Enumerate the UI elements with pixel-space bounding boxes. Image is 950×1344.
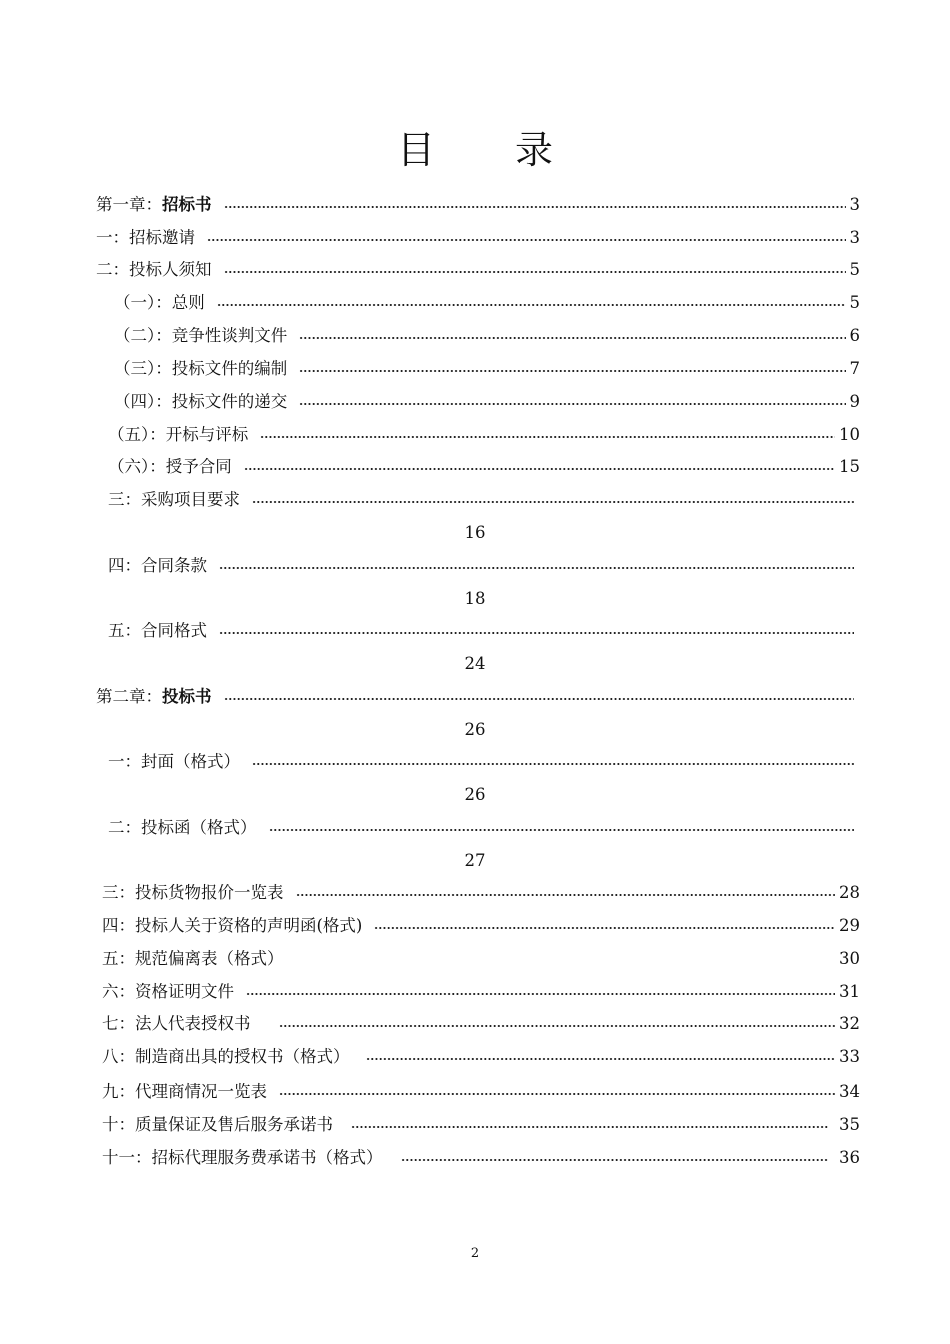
- dot-leader: [217, 303, 846, 307]
- toc-entry[interactable]: [96, 259, 860, 281]
- toc-entry-label: 三：投标货物报价一览表: [102, 883, 284, 902]
- dot-leader: [252, 762, 854, 766]
- toc-entry[interactable]: [108, 555, 854, 577]
- dot-leader: [296, 893, 836, 897]
- toc-entry-page: 3: [849, 228, 860, 247]
- toc-entry-page: 30: [839, 949, 860, 968]
- toc-entry[interactable]: [108, 424, 860, 446]
- toc-entry-page: 27: [464, 851, 486, 870]
- toc-entry-chapter-2[interactable]: [96, 686, 854, 708]
- dot-leader: [299, 402, 845, 406]
- toc-entry-page: 15: [839, 457, 860, 476]
- toc-entry-label: （二）：竞争性谈判文件: [114, 326, 288, 345]
- toc-entry-page: 5: [849, 293, 860, 312]
- toc-entry-page: 35: [839, 1115, 860, 1134]
- toc-entry[interactable]: [102, 1081, 860, 1103]
- toc-entry[interactable]: [108, 489, 854, 511]
- toc-entry[interactable]: [102, 915, 860, 937]
- dot-leader: [224, 270, 846, 274]
- toc-entry-page: 32: [839, 1014, 860, 1033]
- toc-entry-chapter-1[interactable]: [96, 194, 860, 216]
- toc-entry-page: 33: [839, 1047, 860, 1066]
- toc-entry-label: 一：招标邀请: [96, 228, 195, 247]
- toc-entry[interactable]: [108, 456, 860, 478]
- toc-entry[interactable]: [102, 882, 860, 904]
- toc-entry[interactable]: [114, 292, 860, 314]
- toc-entry[interactable]: [114, 391, 860, 413]
- toc-entry-page: 26: [464, 785, 486, 804]
- toc-entry-label: 二：投标人须知: [96, 260, 212, 279]
- footer-page-number: 2: [470, 1246, 480, 1261]
- toc-entry-label: 二：投标函（格式）: [108, 818, 257, 837]
- toc-entry-page: 16: [464, 523, 486, 542]
- toc-entry-label: （六）：授予合同: [108, 457, 232, 476]
- toc-entry[interactable]: [102, 981, 860, 1003]
- toc-entry-label: 四：合同条款: [108, 556, 207, 575]
- dot-leader: [224, 205, 846, 209]
- dot-leader: [219, 566, 854, 570]
- toc-entry-label: 四：投标人关于资格的声明函(格式): [102, 916, 363, 935]
- toc-entry-page: 24: [464, 654, 486, 673]
- dot-leader: [279, 1092, 835, 1096]
- dot-leader: [269, 828, 855, 832]
- toc-entry-page: 18: [464, 589, 486, 608]
- dot-leader: [260, 435, 835, 439]
- dot-leader: [279, 1024, 836, 1028]
- dot-leader: [366, 1057, 836, 1061]
- toc-entry[interactable]: [102, 1013, 860, 1035]
- page-title: 目 录: [396, 128, 588, 172]
- toc-entry-label: （一）：总则: [114, 293, 205, 312]
- toc-entry-label: 一：封面（格式）: [108, 752, 240, 771]
- toc-entry-label: 第二章：投标书: [96, 687, 212, 706]
- toc-entry[interactable]: [108, 751, 854, 773]
- toc-entry[interactable]: [102, 1147, 860, 1169]
- toc-entry-label: 五：规范偏离表（格式）: [102, 949, 284, 968]
- toc-entry-page: 34: [839, 1082, 860, 1101]
- toc-entry-label: 十一：招标代理服务费承诺书（格式）: [102, 1148, 383, 1167]
- toc-entry-page: 10: [839, 425, 860, 444]
- dot-leader: [252, 500, 854, 504]
- toc-entry-page: 6: [849, 326, 860, 345]
- toc-entry-page: 9: [849, 392, 860, 411]
- toc-entry[interactable]: [114, 358, 860, 380]
- toc-entry-label: 七：法人代表授权书: [102, 1014, 251, 1033]
- toc-entry[interactable]: [102, 948, 860, 970]
- toc-entry-page: 31: [839, 982, 860, 1001]
- toc-entry-label: 十：质量保证及售后服务承诺书: [102, 1115, 333, 1134]
- toc-entry-page: 28: [839, 883, 860, 902]
- dot-leader: [374, 926, 835, 930]
- dot-leader: [299, 369, 845, 373]
- toc-entry-page: 29: [839, 916, 860, 935]
- toc-entry-label: 第一章：招标书: [96, 195, 212, 214]
- toc-entry-page: 7: [849, 359, 860, 378]
- toc-entry-label: 九：代理商情况一览表: [102, 1082, 267, 1101]
- dot-leader: [246, 992, 835, 996]
- toc-entry-label: （四）：投标文件的递交: [114, 392, 288, 411]
- toc-entry-page: 26: [464, 720, 486, 739]
- toc-entry-page: 5: [849, 260, 860, 279]
- toc-entry-page: 36: [839, 1148, 860, 1167]
- dot-leader: [401, 1158, 830, 1162]
- toc-entry-label: （五）：开标与评标: [108, 425, 249, 444]
- dot-leader: [219, 631, 854, 635]
- toc-entry-label: 五：合同格式: [108, 621, 207, 640]
- toc-entry-label: 六：资格证明文件: [102, 982, 234, 1001]
- dot-leader: [351, 1125, 829, 1129]
- toc-entry[interactable]: [102, 1046, 860, 1068]
- toc-entry-page: 3: [849, 195, 860, 214]
- toc-entry[interactable]: [108, 817, 854, 839]
- toc-entry[interactable]: [108, 620, 854, 642]
- dot-leader: [299, 336, 845, 340]
- dot-leader: [244, 467, 835, 471]
- toc-entry[interactable]: [102, 1114, 860, 1136]
- toc-entry-label: （三）：投标文件的编制: [114, 359, 288, 378]
- toc-entry-label: 八：制造商出具的授权书（格式）: [102, 1047, 350, 1066]
- toc-entry[interactable]: [114, 325, 860, 347]
- dot-leader: [224, 697, 855, 701]
- dot-leader: [207, 238, 846, 242]
- toc-entry[interactable]: [96, 227, 860, 249]
- toc-entry-label: 三：采购项目要求: [108, 490, 240, 509]
